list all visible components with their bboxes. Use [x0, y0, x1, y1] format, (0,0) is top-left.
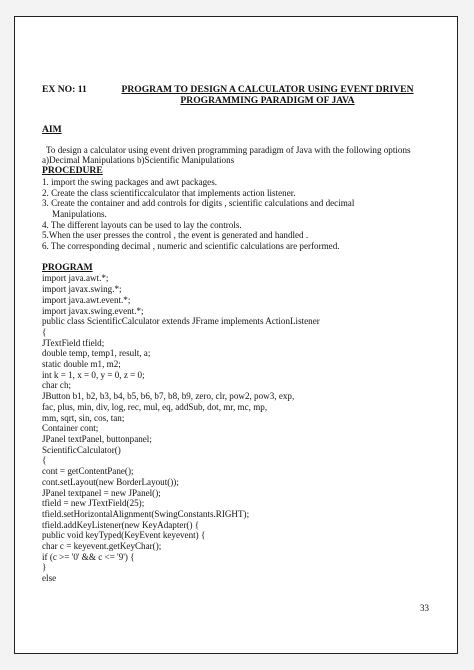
code-line: mm, sqrt, sin, cos, tan; — [42, 412, 125, 423]
code-line: if (c >= '0' && c <= '9') { — [42, 551, 135, 562]
code-line: import java.awt.event.*; — [42, 294, 131, 305]
code-line: cont.setLayout(new BorderLayout()); — [42, 476, 179, 487]
document-page — [14, 16, 458, 654]
title-line-2: PROGRAMMING PARADIGM OF JAVA — [180, 95, 355, 106]
code-line: tfield.addKeyListener(new KeyAdapter() { — [42, 519, 200, 530]
code-line: { — [42, 326, 47, 337]
code-line: fac, plus, min, div, log, rec, mul, eq, addSub, dot, mr, mc, mp, — [42, 401, 268, 412]
procedure-step: 4. The different layouts can be used to lay the controls. — [42, 219, 242, 230]
code-line: public void keyTyped(KeyEvent keyevent) { — [42, 530, 206, 541]
page-number: 33 — [420, 603, 429, 613]
experiment-heading — [42, 84, 434, 106]
aim-line-2: a)Decimal Manipulations b)Scientific Manipulations — [42, 155, 235, 166]
code-line: double temp, temp1, result, a; — [42, 348, 151, 359]
code-line: char c = keyevent.getKeyChar(); — [42, 541, 162, 552]
aim-line-1: To design a calculator using event driven programming paradigm of Java with the following options — [46, 144, 411, 155]
program-heading: PROGRAM — [42, 261, 93, 273]
procedure-heading: PROCEDURE — [42, 165, 103, 177]
code-line: import javax.swing.*; — [42, 284, 122, 295]
procedure-step: 6. The corresponding decimal , numeric and scientific calculations are performed. — [42, 241, 340, 252]
code-line: import javax.swing.event.*; — [42, 305, 144, 316]
aim-text — [42, 145, 434, 166]
procedure-step: 2. Create the class scientificcalculator that implements action listener. — [42, 187, 296, 198]
procedure-step-continuation: Manipulations. — [52, 208, 107, 219]
aim-heading: AIM — [42, 124, 62, 135]
procedure-step: 1. import the swing packages and awt packages. — [42, 176, 218, 187]
code-line: static double m1, m2; — [42, 359, 121, 370]
code-line: ScientificCalculator() — [42, 444, 121, 455]
code-line: cont = getContentPane(); — [42, 466, 134, 477]
procedure-step: 5.When the user presses the control , the event is generated and handled . — [42, 230, 309, 241]
code-line: JPanel textpanel = new JPanel(); — [42, 487, 161, 498]
code-line: public class ScientificCalculator extends JFrame implements ActionListener — [42, 316, 320, 327]
procedure-step: 3. Create the container and add controls for digits , scientific calculations and decimal — [42, 198, 355, 209]
code-line: int k = 1, x = 0, y = 0, z = 0; — [42, 369, 145, 380]
experiment-title — [101, 84, 434, 106]
experiment-number: EX NO: 11 — [42, 84, 87, 95]
code-line: tfield.setHorizontalAlignment(SwingConstants.RIGHT); — [42, 508, 250, 519]
code-line: } — [42, 562, 47, 573]
code-line: tfield = new JTextField(25); — [42, 498, 145, 509]
code-line: JPanel textPanel, buttonpanel; — [42, 433, 152, 444]
code-line: else — [42, 573, 57, 584]
code-line: JButton b1, b2, b3, b4, b5, b6, b7, b8, b9, zero, clr, pow2, pow3, exp, — [42, 391, 295, 402]
program-code — [42, 273, 434, 583]
title-line-1: PROGRAM TO DESIGN A CALCULATOR USING EVENT DRIVEN — [121, 84, 414, 95]
code-line: { — [42, 455, 47, 466]
code-line: import java.awt.*; — [42, 273, 109, 284]
procedure-steps — [42, 177, 434, 252]
code-line: Container cont; — [42, 423, 99, 434]
code-line: char ch; — [42, 380, 72, 391]
page-content — [42, 84, 434, 584]
code-line: JTextField tfield; — [42, 337, 105, 348]
